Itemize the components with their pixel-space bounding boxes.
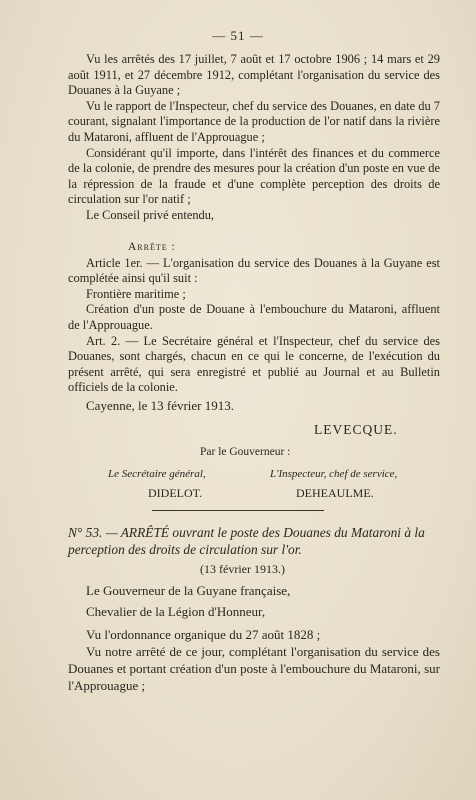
governor-signature: LEVECQUE. — [314, 422, 398, 437]
preamble-paragraph: Considérant qu'il importe, dans l'intérêt des finances et du commerce de la colonie, de prendre des mesures pour la création d'un poste en vue de la répression de la fraude et d'une complète perception des droits de circulation sur l'or natif ; — [68, 145, 440, 207]
par-le-gouverneur: Par le Gouverneur : — [200, 446, 291, 458]
chevalier-line: Chevalier de la Légion d'Honneur, — [86, 604, 266, 619]
heading-title: N° 53. — ARRÊTÉ ouvrant le poste des Douanes du Mataroni à la perception des droits de circulation sur l'or. — [68, 525, 425, 557]
inspector-name: DEHEAULME. — [296, 486, 374, 500]
inspector-title: L'Inspecteur, chef de service, — [270, 468, 398, 480]
preamble-paragraph: Vu le rapport de l'Inspecteur, chef du service des Douanes, en date du 7 courant, signalant l'importance de la production de l'or natif dans la rivière du Mataroni, affluent de l'Approuague ; — [68, 98, 440, 144]
second-arrete-body — [68, 582, 440, 694]
preamble-paragraph: Le Conseil privé entendu, — [86, 207, 215, 222]
page-number: — 51 — — [212, 28, 264, 43]
article-2: Art. 2. — Le Secrétaire général et l'Inspecteur, chef du service des Douanes, sont chargés, chacun en ce qui le concerne, de l'exécution du présent arrêté, qui sera enregistré et publié au Journal et au Bulletin officiels de la colonie. — [68, 333, 440, 395]
decision-block — [68, 240, 440, 414]
vu-arrete: Vu notre arrêté de ce jour, complétant l'organisation du service des Douanes et portant création d'un poste à l'embouchure du Mataroni, sur l'Approuague ; — [68, 644, 440, 693]
secretary-name: DIDELOT. — [148, 486, 203, 500]
governor-line: Le Gouverneur de la Guyane française, — [86, 583, 291, 598]
preamble-paragraph: Vu les arrêtés des 17 juillet, 7 août et 17 octobre 1906 ; 14 mars et 29 août 1911, et 27 décembre 1912, complétant l'organisation du service des Douanes à la Guyane ; — [68, 52, 440, 98]
vu-ordonnance: Vu l'ordonnance organique du 27 août 1828 ; — [86, 627, 321, 642]
arrete-label: Arrête : — [128, 241, 176, 253]
preamble-block — [68, 52, 440, 224]
section-divider — [152, 510, 324, 511]
arrete-heading — [68, 524, 440, 558]
article-1: Article 1er. — L'organisation du service des Douanes à la Guyane est complétée ainsi qu'il suit : — [68, 255, 440, 286]
creation-line: Création d'un poste de Douane à l'embouchure du Mataroni, affluent de l'Approuague. — [68, 302, 440, 332]
date-place: Cayenne, le 13 février 1913. — [86, 397, 235, 413]
heading-date: (13 février 1913.) — [200, 562, 285, 576]
frontiere-line: Frontière maritime ; — [86, 286, 186, 301]
secretary-title: Le Secrétaire général, — [108, 468, 206, 480]
